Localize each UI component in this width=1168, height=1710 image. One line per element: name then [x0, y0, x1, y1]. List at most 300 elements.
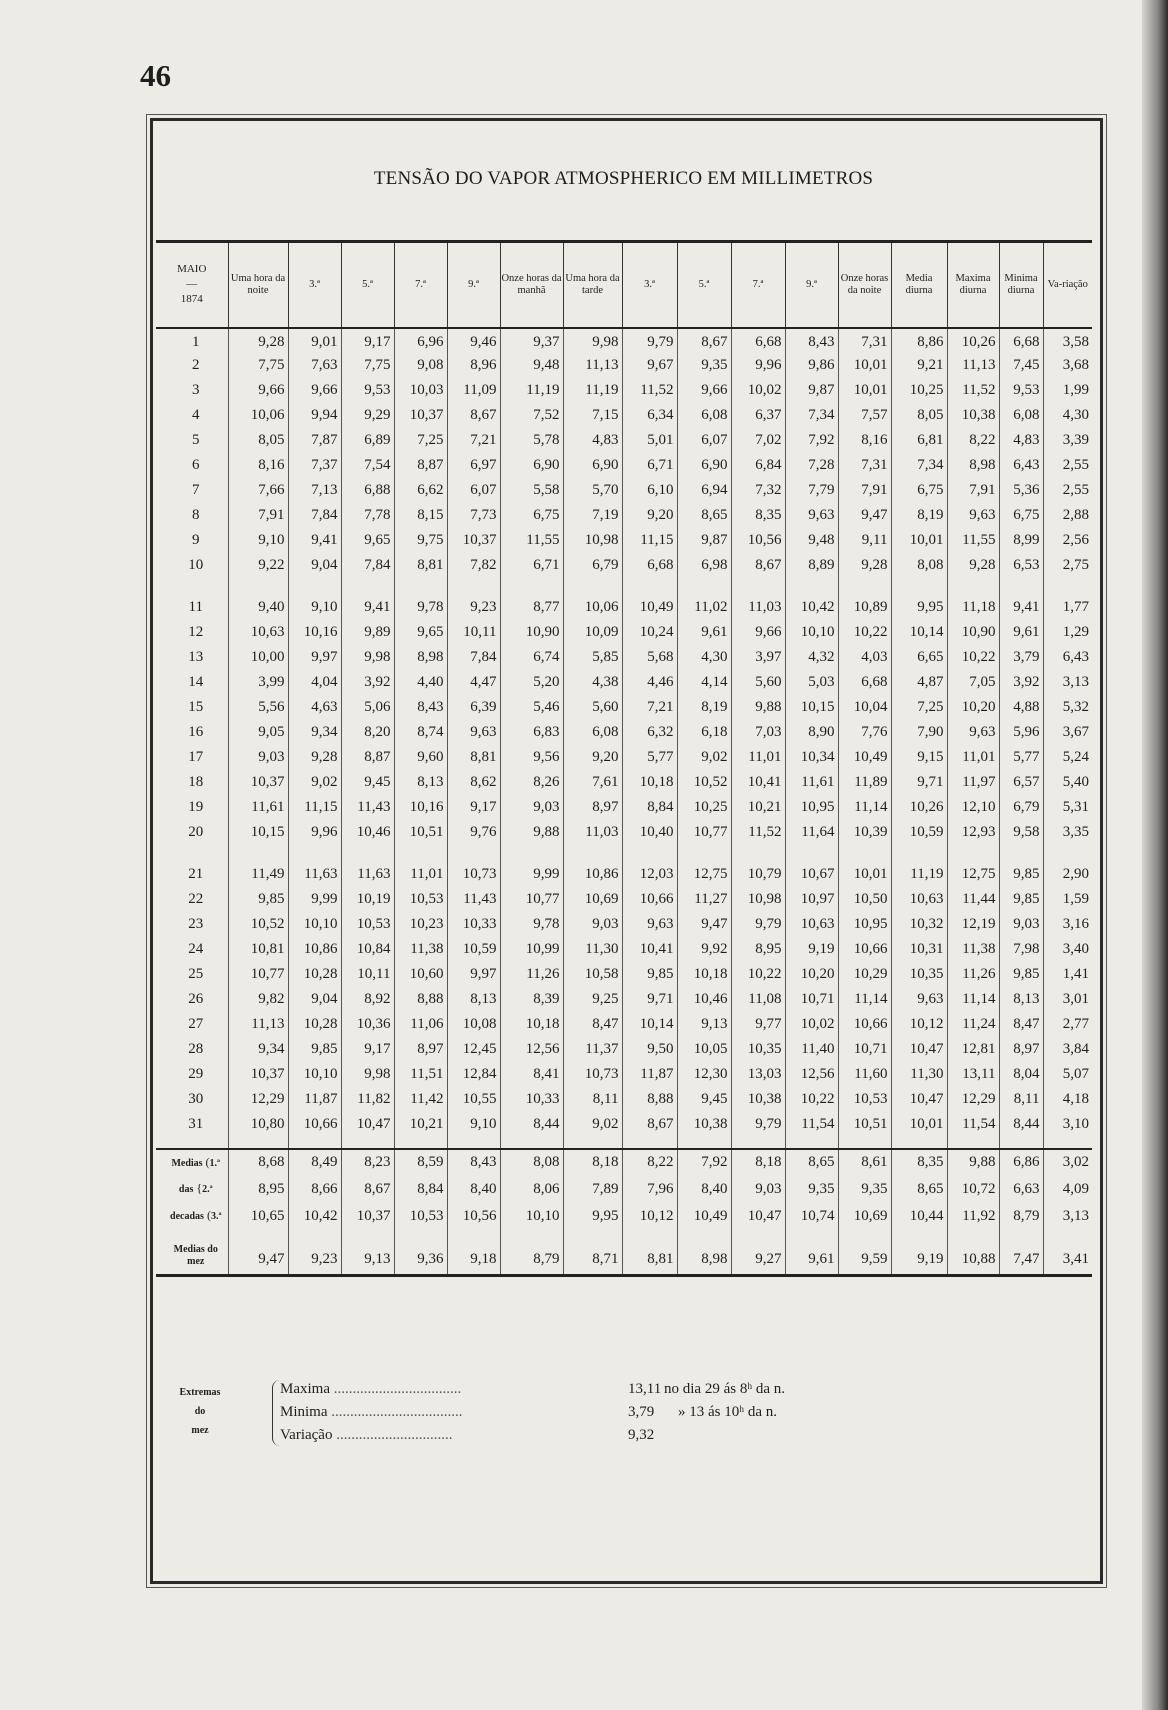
- value-cell: 8,97: [999, 1037, 1043, 1062]
- value-cell: 6,83: [500, 720, 563, 745]
- value-cell: 6,71: [622, 453, 677, 478]
- value-cell: 11,01: [947, 745, 999, 770]
- value-cell: 9,85: [288, 1037, 341, 1062]
- table-row: [156, 962, 1092, 987]
- value-cell: 9,11: [838, 528, 891, 553]
- value-cell: 6,34: [622, 403, 677, 428]
- column-header: Maxima diurna: [947, 242, 999, 328]
- value-cell: 11,87: [622, 1062, 677, 1087]
- value-cell: 9,61: [999, 620, 1043, 645]
- value-cell: 9,87: [677, 528, 731, 553]
- column-header: 7.ª: [394, 242, 447, 328]
- value-cell: 10,38: [731, 1087, 785, 1112]
- column-header: 5.ª: [677, 242, 731, 328]
- extreme-name: Minima: [280, 1404, 328, 1420]
- value-cell: 9,88: [500, 820, 563, 845]
- value-cell: 4,03: [838, 645, 891, 670]
- value-cell: 6,65: [891, 645, 947, 670]
- column-header: 7.ª: [731, 242, 785, 328]
- value-cell: 11,97: [947, 770, 999, 795]
- value-cell: 12,75: [677, 862, 731, 887]
- value-cell: 10,10: [288, 912, 341, 937]
- value-cell: 8,08: [891, 553, 947, 578]
- value-cell: 10,66: [838, 937, 891, 962]
- gap-cell: [838, 1137, 891, 1149]
- value-cell: 8,20: [341, 720, 394, 745]
- value-cell: 10,52: [677, 770, 731, 795]
- value-cell: 11,54: [785, 1112, 838, 1137]
- value-cell: 9,78: [394, 595, 447, 620]
- value-cell: 10,63: [785, 912, 838, 937]
- value-cell: 1,99: [1043, 378, 1092, 403]
- value-cell: 9,17: [341, 1037, 394, 1062]
- value-cell: 4,47: [447, 670, 500, 695]
- value-cell: 9,85: [622, 962, 677, 987]
- column-header: Uma hora da noite: [228, 242, 288, 328]
- day-cell: 9: [192, 531, 200, 548]
- value-cell: 9,61: [785, 1230, 838, 1276]
- value-cell: 10,60: [394, 962, 447, 987]
- day-cell: 14: [188, 673, 204, 690]
- value-cell: 9,34: [228, 1037, 288, 1062]
- value-cell: 6,97: [447, 453, 500, 478]
- value-cell: 9,79: [731, 912, 785, 937]
- value-cell: 5,03: [785, 670, 838, 695]
- value-cell: 9,28: [288, 745, 341, 770]
- value-cell: 2,55: [1043, 453, 1092, 478]
- value-cell: 7,31: [838, 328, 891, 353]
- value-cell: 9,53: [341, 378, 394, 403]
- value-cell: 7,02: [731, 428, 785, 453]
- value-cell: 10,90: [500, 620, 563, 645]
- value-cell: 12,84: [447, 1062, 500, 1087]
- value-cell: 9,28: [947, 553, 999, 578]
- value-cell: 10,99: [500, 937, 563, 962]
- value-cell: 11,15: [288, 795, 341, 820]
- value-cell: 11,13: [228, 1012, 288, 1037]
- column-header: Va-riação: [1043, 242, 1092, 328]
- month-mean-label-line: mez: [187, 1256, 205, 1267]
- value-cell: 12,03: [622, 862, 677, 887]
- value-cell: 9,88: [947, 1149, 999, 1176]
- value-cell: 6,89: [341, 428, 394, 453]
- value-cell: 8,26: [500, 770, 563, 795]
- value-cell: 10,18: [677, 962, 731, 987]
- value-cell: 5,70: [563, 478, 622, 503]
- value-cell: 8,65: [785, 1149, 838, 1176]
- value-cell: 11,61: [785, 770, 838, 795]
- value-cell: 9,04: [288, 553, 341, 578]
- rule-cell: [341, 1276, 394, 1301]
- column-header: Uma hora da tarde: [563, 242, 622, 328]
- value-cell: 3,99: [228, 670, 288, 695]
- value-cell: 7,75: [341, 353, 394, 378]
- value-cell: 8,97: [563, 795, 622, 820]
- value-cell: 3,13: [1043, 670, 1092, 695]
- column-header: 9.ª: [785, 242, 838, 328]
- gap-cell: [394, 578, 447, 595]
- extreme-var-value: 9,32: [628, 1427, 655, 1443]
- value-cell: 6,94: [677, 478, 731, 503]
- value-cell: 11,13: [563, 353, 622, 378]
- value-cell: 6,75: [891, 478, 947, 503]
- value-cell: 9,53: [999, 378, 1043, 403]
- value-cell: 4,83: [563, 428, 622, 453]
- column-header: 3.ª: [622, 242, 677, 328]
- extreme-max-note: no dia 29 ás 8ʰ da n.: [664, 1381, 786, 1397]
- column-header: 3.ª: [288, 242, 341, 328]
- value-cell: 8,18: [731, 1149, 785, 1176]
- value-cell: 9,03: [228, 745, 288, 770]
- value-cell: 10,12: [891, 1012, 947, 1037]
- value-cell: 9,67: [622, 353, 677, 378]
- value-cell: 7,03: [731, 720, 785, 745]
- value-cell: 10,28: [288, 1012, 341, 1037]
- value-cell: 10,47: [341, 1112, 394, 1137]
- value-cell: 4,32: [785, 645, 838, 670]
- value-cell: 9,03: [999, 912, 1043, 937]
- value-cell: 10,18: [622, 770, 677, 795]
- value-cell: 7,54: [341, 453, 394, 478]
- value-cell: 4,88: [999, 695, 1043, 720]
- value-cell: 9,35: [785, 1176, 838, 1203]
- gap-cell: [228, 578, 288, 595]
- day-cell: 8: [192, 506, 200, 523]
- value-cell: 9,29: [341, 403, 394, 428]
- value-cell: 10,33: [447, 912, 500, 937]
- day-cell: 6: [192, 456, 200, 473]
- value-cell: 10,46: [677, 987, 731, 1012]
- value-cell: 9,46: [447, 328, 500, 353]
- column-header: 5.ª: [341, 242, 394, 328]
- brace-glyph: (: [203, 1208, 211, 1222]
- value-cell: 11,09: [447, 378, 500, 403]
- day-cell: 13: [188, 648, 204, 665]
- extreme-max-value: 13,11: [628, 1381, 662, 1397]
- table-row: [156, 428, 1092, 453]
- value-cell: 9,87: [785, 378, 838, 403]
- value-cell: 10,01: [838, 378, 891, 403]
- value-cell: 8,23: [341, 1149, 394, 1176]
- value-cell: 4,30: [677, 645, 731, 670]
- value-cell: 11,19: [500, 378, 563, 403]
- value-cell: 7,63: [288, 353, 341, 378]
- value-cell: 10,47: [891, 1037, 947, 1062]
- value-cell: 10,40: [622, 820, 677, 845]
- value-cell: 10,21: [731, 795, 785, 820]
- month-mean-row: [156, 1230, 1092, 1276]
- value-cell: 8,95: [228, 1176, 288, 1203]
- gap-cell: [891, 845, 947, 862]
- value-cell: 9,34: [288, 720, 341, 745]
- value-cell: 8,84: [394, 1176, 447, 1203]
- table-row: [156, 670, 1092, 695]
- value-cell: 5,58: [500, 478, 563, 503]
- value-cell: 9,71: [891, 770, 947, 795]
- value-cell: 10,80: [228, 1112, 288, 1137]
- value-cell: 9,75: [394, 528, 447, 553]
- value-cell: 11,89: [838, 770, 891, 795]
- value-cell: 11,40: [785, 1037, 838, 1062]
- value-cell: 10,22: [947, 645, 999, 670]
- value-cell: 10,47: [891, 1087, 947, 1112]
- value-cell: 12,10: [947, 795, 999, 820]
- value-cell: 6,43: [999, 453, 1043, 478]
- value-cell: 7,78: [341, 503, 394, 528]
- gap-cell: [156, 578, 228, 595]
- value-cell: 9,18: [447, 1230, 500, 1276]
- value-cell: 8,35: [731, 503, 785, 528]
- value-cell: 11,52: [731, 820, 785, 845]
- value-cell: 3,97: [731, 645, 785, 670]
- value-cell: 9,89: [341, 620, 394, 645]
- value-cell: 11,18: [947, 595, 999, 620]
- rule-cell: [156, 1276, 228, 1301]
- day-cell: 30: [188, 1090, 204, 1107]
- value-cell: 10,49: [677, 1203, 731, 1230]
- value-cell: 10,51: [394, 820, 447, 845]
- value-cell: 6,96: [394, 328, 447, 353]
- value-cell: 3,39: [1043, 428, 1092, 453]
- gap-cell: [731, 578, 785, 595]
- value-cell: 10,66: [622, 887, 677, 912]
- value-cell: 10,53: [394, 887, 447, 912]
- value-cell: 2,90: [1043, 862, 1092, 887]
- decade-mean-label: [156, 1176, 228, 1203]
- decade-mean-row: [156, 1149, 1092, 1176]
- table-row: [156, 645, 1092, 670]
- table-row: [156, 887, 1092, 912]
- day-cell: 5: [192, 431, 200, 448]
- value-cell: 10,95: [838, 912, 891, 937]
- gap-cell: [731, 845, 785, 862]
- day-cell: 11: [188, 598, 203, 615]
- value-cell: 9,77: [731, 1012, 785, 1037]
- value-cell: 10,37: [394, 403, 447, 428]
- value-cell: 10,16: [288, 620, 341, 645]
- value-cell: 8,22: [622, 1149, 677, 1176]
- value-cell: 9,28: [838, 553, 891, 578]
- value-cell: 11,52: [622, 378, 677, 403]
- gap-cell: [622, 845, 677, 862]
- value-cell: 9,15: [891, 745, 947, 770]
- value-cell: 9,63: [947, 503, 999, 528]
- value-cell: 1,59: [1043, 887, 1092, 912]
- value-cell: 11,27: [677, 887, 731, 912]
- value-cell: 9,22: [228, 553, 288, 578]
- gap-cell: [447, 578, 500, 595]
- value-cell: 3,84: [1043, 1037, 1092, 1062]
- value-cell: 9,01: [288, 328, 341, 353]
- value-cell: 8,84: [622, 795, 677, 820]
- extremes-label: [160, 1383, 240, 1440]
- value-cell: 11,55: [500, 528, 563, 553]
- value-cell: 10,18: [500, 1012, 563, 1037]
- page-title: TENSÃO DO VAPOR ATMOSPHERICO EM MILLIMETROS: [373, 168, 874, 189]
- value-cell: 8,89: [785, 553, 838, 578]
- gap-cell: [731, 1137, 785, 1149]
- decade-mean-row: [156, 1176, 1092, 1203]
- table-row: [156, 1037, 1092, 1062]
- value-cell: 5,56: [228, 695, 288, 720]
- value-cell: 9,02: [677, 745, 731, 770]
- value-cell: 6,68: [838, 670, 891, 695]
- value-cell: 9,20: [563, 745, 622, 770]
- gap-cell: [447, 845, 500, 862]
- value-cell: 9,95: [563, 1203, 622, 1230]
- value-cell: 3,41: [1043, 1230, 1092, 1276]
- value-cell: 8,77: [500, 595, 563, 620]
- gap-cell: [785, 1137, 838, 1149]
- gap-cell: [500, 845, 563, 862]
- table-row: [156, 795, 1092, 820]
- value-cell: 8,40: [677, 1176, 731, 1203]
- value-cell: 11,61: [228, 795, 288, 820]
- value-cell: 10,37: [228, 770, 288, 795]
- page-number: 46: [140, 58, 171, 93]
- value-cell: 12,29: [228, 1087, 288, 1112]
- value-cell: 8,86: [891, 328, 947, 353]
- value-cell: 8,92: [341, 987, 394, 1012]
- value-cell: 10,97: [785, 887, 838, 912]
- value-cell: 11,64: [785, 820, 838, 845]
- value-cell: 9,95: [891, 595, 947, 620]
- gap-cell: [622, 578, 677, 595]
- value-cell: 6,39: [447, 695, 500, 720]
- value-cell: 11,43: [447, 887, 500, 912]
- value-cell: 10,37: [341, 1203, 394, 1230]
- value-cell: 9,05: [228, 720, 288, 745]
- value-cell: 10,11: [341, 962, 394, 987]
- value-cell: 11,14: [838, 795, 891, 820]
- value-cell: 8,79: [999, 1203, 1043, 1230]
- value-cell: 9,78: [500, 912, 563, 937]
- gap-cell: [947, 1137, 999, 1149]
- value-cell: 7,21: [447, 428, 500, 453]
- value-cell: 10,71: [838, 1037, 891, 1062]
- value-cell: 6,08: [563, 720, 622, 745]
- value-cell: 9,23: [447, 595, 500, 620]
- value-cell: 10,24: [622, 620, 677, 645]
- value-cell: 9,60: [394, 745, 447, 770]
- table-row: [156, 745, 1092, 770]
- day-cell: 1: [192, 334, 200, 350]
- value-cell: 10,49: [622, 595, 677, 620]
- value-cell: 5,60: [563, 695, 622, 720]
- gap-cell: [500, 578, 563, 595]
- value-cell: 8,95: [731, 937, 785, 962]
- rule-cell: [785, 1276, 838, 1301]
- extremes-label-line: Extremas: [179, 1387, 221, 1398]
- table-row: [156, 453, 1092, 478]
- value-cell: 8,44: [500, 1112, 563, 1137]
- book-edge: [1142, 0, 1168, 1710]
- day-cell: 29: [188, 1065, 204, 1082]
- value-cell: 9,47: [228, 1230, 288, 1276]
- value-cell: 9,10: [447, 1112, 500, 1137]
- value-cell: 11,49: [228, 862, 288, 887]
- value-cell: 8,90: [785, 720, 838, 745]
- value-cell: 7,84: [447, 645, 500, 670]
- value-cell: 6,79: [563, 553, 622, 578]
- day-cell: 16: [188, 723, 204, 740]
- value-cell: 8,65: [677, 503, 731, 528]
- value-cell: 9,97: [288, 645, 341, 670]
- value-cell: 9,79: [731, 1112, 785, 1137]
- value-cell: 10,26: [947, 328, 999, 353]
- value-cell: 9,20: [622, 503, 677, 528]
- value-cell: 9,66: [677, 378, 731, 403]
- decade-ordinal: 1.ª: [209, 1157, 221, 1169]
- value-cell: 8,15: [394, 503, 447, 528]
- value-cell: 10,59: [447, 937, 500, 962]
- decade-ordinal: 2.ª: [202, 1184, 213, 1195]
- value-cell: 8,47: [999, 1012, 1043, 1037]
- value-cell: 8,44: [999, 1112, 1043, 1137]
- value-cell: 11,19: [563, 378, 622, 403]
- day-cell: 19: [188, 798, 204, 815]
- gap-cell: [1043, 578, 1092, 595]
- decade-gap: [156, 578, 1092, 595]
- rule-cell: [947, 1276, 999, 1301]
- column-header: Onze horas da manhã: [500, 242, 563, 328]
- day-cell: 27: [188, 1015, 204, 1032]
- value-cell: 9,94: [288, 403, 341, 428]
- value-cell: 7,52: [500, 403, 563, 428]
- value-cell: 3,35: [1043, 820, 1092, 845]
- value-cell: 8,87: [394, 453, 447, 478]
- value-cell: 7,91: [838, 478, 891, 503]
- value-cell: 8,67: [341, 1176, 394, 1203]
- value-cell: 9,47: [838, 503, 891, 528]
- value-cell: 8,59: [394, 1149, 447, 1176]
- value-cell: 8,13: [447, 987, 500, 1012]
- value-cell: 6,81: [891, 428, 947, 453]
- value-cell: 10,12: [622, 1203, 677, 1230]
- value-cell: 10,41: [622, 937, 677, 962]
- table-row: [156, 478, 1092, 503]
- value-cell: 7,89: [563, 1176, 622, 1203]
- value-cell: 7,28: [785, 453, 838, 478]
- value-cell: 7,13: [288, 478, 341, 503]
- value-cell: 10,63: [891, 887, 947, 912]
- gap-cell: [785, 578, 838, 595]
- value-cell: 8,81: [622, 1230, 677, 1276]
- value-cell: 9,85: [999, 887, 1043, 912]
- month-label: MAIO: [177, 263, 207, 276]
- value-cell: 10,63: [228, 620, 288, 645]
- value-cell: 9,61: [677, 620, 731, 645]
- value-cell: 10,98: [731, 887, 785, 912]
- vapor-tension-table: [156, 240, 1092, 1301]
- value-cell: 7,05: [947, 670, 999, 695]
- value-cell: 7,19: [563, 503, 622, 528]
- column-header: Onze horas da noite: [838, 242, 891, 328]
- value-cell: 11,30: [563, 937, 622, 962]
- value-cell: 8,67: [677, 328, 731, 353]
- value-cell: 12,56: [785, 1062, 838, 1087]
- day-cell: 22: [188, 890, 204, 907]
- value-cell: 11,92: [947, 1203, 999, 1230]
- value-cell: 10,01: [838, 353, 891, 378]
- value-cell: 9,37: [500, 328, 563, 353]
- value-cell: 6,08: [999, 403, 1043, 428]
- value-cell: 8,08: [500, 1149, 563, 1176]
- value-cell: 8,18: [563, 1149, 622, 1176]
- value-cell: 8,67: [447, 403, 500, 428]
- value-cell: 5,60: [731, 670, 785, 695]
- gap-cell: [785, 845, 838, 862]
